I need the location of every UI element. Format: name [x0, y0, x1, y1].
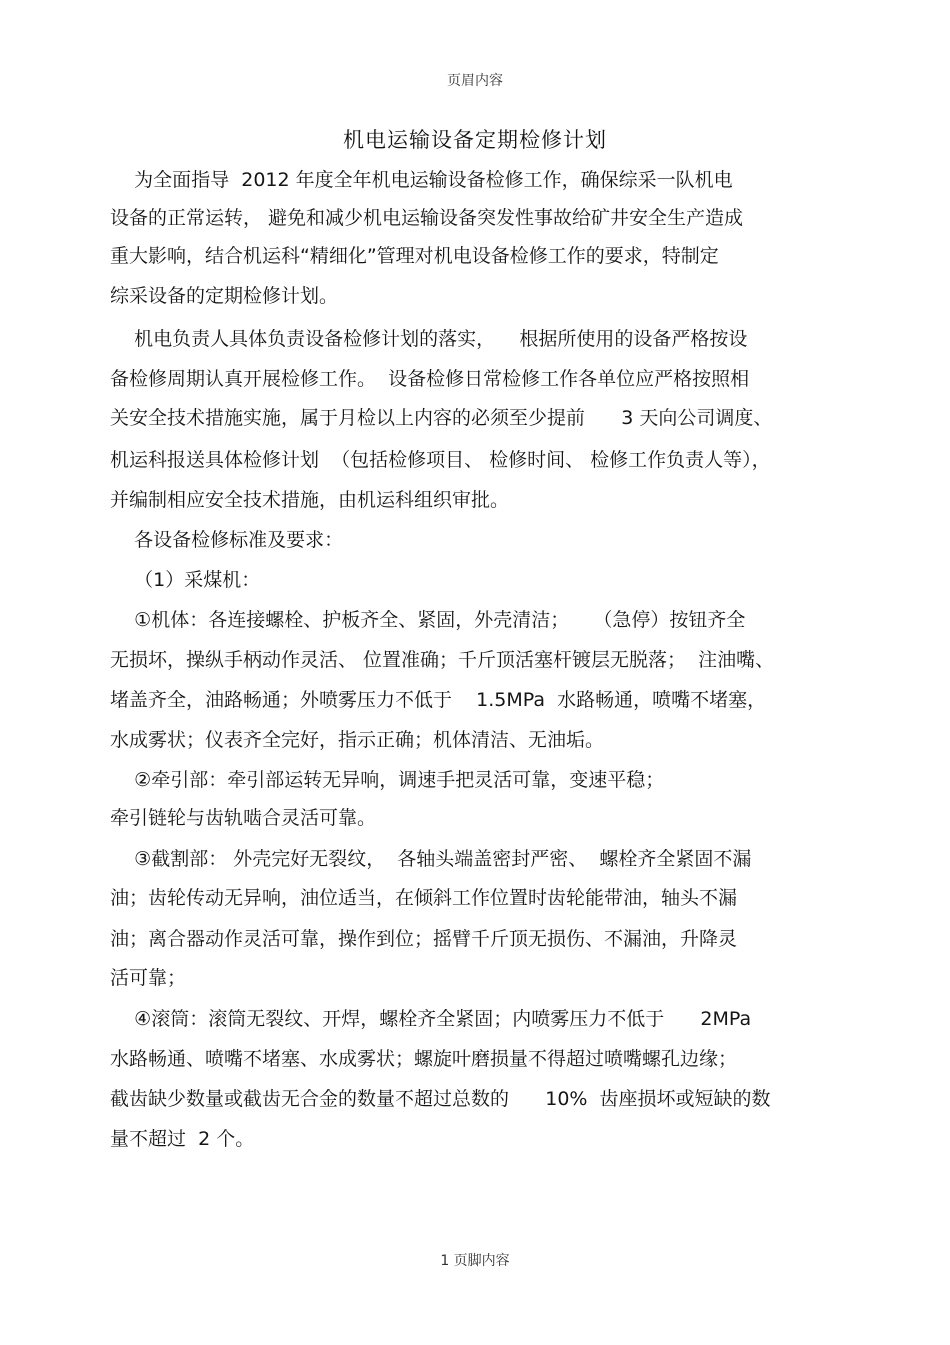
body-line: 机运科报送具体检修计划 （包括检修项目、 检修时间、 检修工作负责人等）， [110, 449, 771, 471]
body-line: 油；齿轮传动无异响，油位适当，在倾斜工作位置时齿轮能带油，轴头不漏 [110, 887, 738, 909]
page-footer: 1 页脚内容 [440, 1253, 510, 1269]
body-line: 设备的正常运转， 避免和减少机电运输设备突发性事故给矿井安全生产造成 [110, 207, 744, 229]
body-line: 各设备检修标准及要求： [110, 529, 344, 551]
body-line: ③截割部： 外壳完好无裂纹， 各轴头端盖密封严密、 螺栓齐全紧固不漏 [110, 848, 752, 870]
body-line: 截齿缺少数量或截齿无合金的数量不超过总数的 10% 齿座损坏或短缺的数 [110, 1088, 771, 1110]
body-line: （1）采煤机： [110, 569, 261, 591]
body-line: 堵盖齐全，油路畅通；外喷雾压力不低于 1.5MPa 水路畅通，喷嘴不堵塞， [110, 689, 767, 711]
body-line: 活可靠； [110, 967, 187, 989]
body-line: ①机体：各连接螺栓、护板齐全、紧固，外壳清洁； （急停）按钮齐全 [110, 609, 746, 631]
body-line: 为全面指导 2012 年度全年机电运输设备检修工作，确保综采一队机电 [110, 169, 733, 191]
body-line: ②牵引部：牵引部运转无异响，调速手把灵活可靠，变速平稳； [110, 769, 665, 791]
body-line: 机电负责人具体负责设备检修计划的落实， 根据所使用的设备严格按设 [110, 328, 748, 350]
body-line: 牵引链轮与齿轨啮合灵活可靠。 [110, 807, 377, 829]
body-line: 油；离合器动作灵活可靠，操作到位；摇臂千斤顶无损伤、不漏油，升降灵 [110, 928, 738, 950]
body-line: 量不超过 2 个。 [110, 1128, 255, 1150]
body-line: 备检修周期认真开展检修工作。 设备检修日常检修工作各单位应严格按照相 [110, 368, 750, 390]
document-title: 机电运输设备定期检修计划 [343, 128, 607, 152]
body-line: 关安全技术措施实施，属于月检以上内容的必须至少提前 3 天向公司调度、 [110, 407, 773, 429]
body-line: 水成雾状；仪表齐全完好，指示正确；机体清洁、无油垢。 [110, 729, 605, 751]
body-line: 并编制相应安全技术措施，由机运科组织审批。 [110, 489, 510, 511]
body-line: 水路畅通、喷嘴不堵塞、水成雾状；螺旋叶磨损量不得超过喷嘴螺孔边缘； [110, 1048, 738, 1070]
body-line: 无损坏，操纵手柄动作灵活、 位置准确；千斤顶活塞杆镀层无脱落； 注油嘴、 [110, 649, 775, 671]
body-line: ④滚筒：滚筒无裂纹、开焊，螺栓齐全紧固；内喷雾压力不低于 2MPa [110, 1008, 752, 1030]
page-header: 页眉内容 [447, 73, 503, 89]
body-line: 综采设备的定期检修计划。 [110, 285, 339, 307]
body-line: 重大影响，结合机运科“精细化”管理对机电设备检修工作的要求，特制定 [110, 245, 719, 267]
